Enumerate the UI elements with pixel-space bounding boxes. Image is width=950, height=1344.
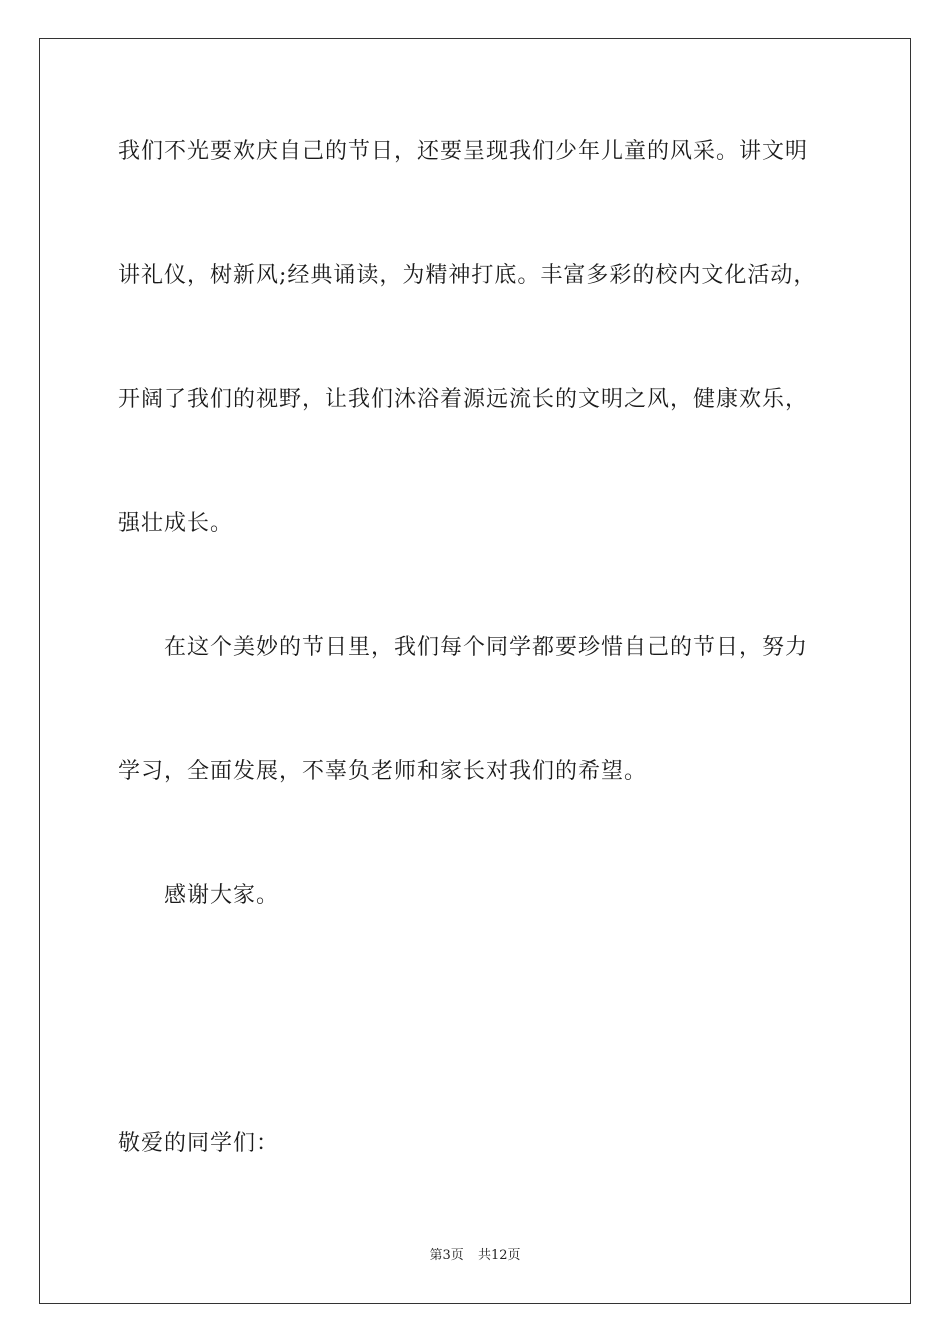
paragraph-line: 开阔了我们的视野，让我们沐浴着源远流长的文明之风，健康欢乐， — [118, 387, 809, 412]
page-footer — [0, 1247, 950, 1265]
paragraph-line: 我们不光要欢庆自己的节日，还要呈现我们少年儿童的风采。讲文明 — [118, 139, 809, 164]
paragraph-line: 在这个美妙的节日里，我们每个同学都要珍惜自己的节日，努力 — [164, 635, 809, 660]
paragraph-line: 强壮成长。 — [118, 511, 234, 536]
current-page-number: 第3页 — [429, 1248, 464, 1263]
page-border — [39, 38, 911, 1304]
salutation-line: 敬爱的同学们： — [118, 1131, 280, 1156]
closing-line: 感谢大家。 — [164, 883, 280, 908]
paragraph-line: 讲礼仪，树新风;经典诵读，为精神打底。丰富多彩的校内文化活动， — [118, 263, 817, 288]
paragraph-line: 学习，全面发展，不辜负老师和家长对我们的希望。 — [118, 759, 648, 784]
total-page-count: 共12页 — [477, 1248, 521, 1263]
